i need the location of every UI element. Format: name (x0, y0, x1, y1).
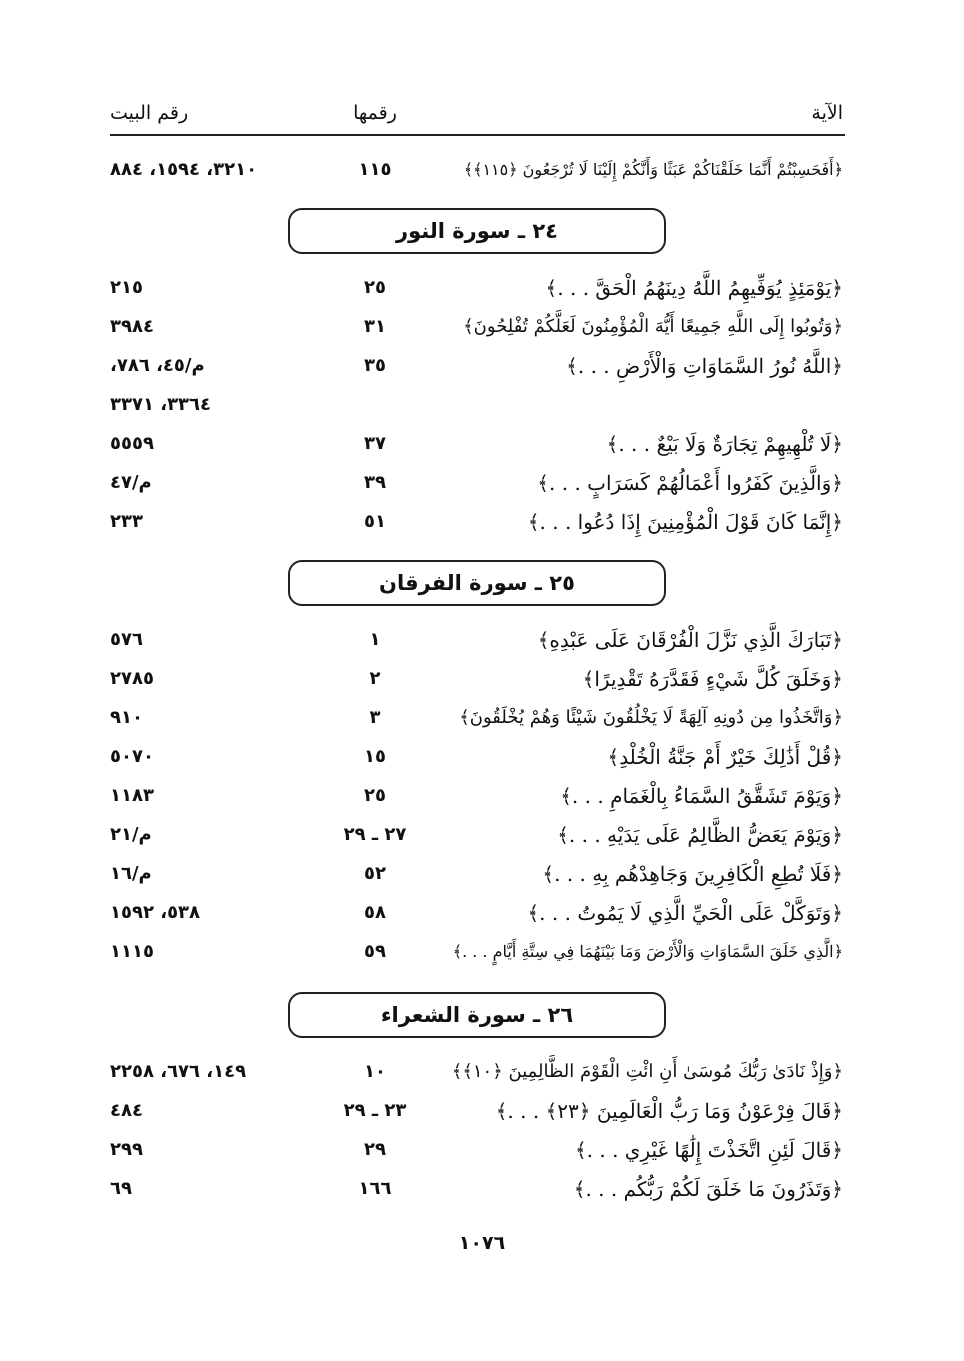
table-row (110, 1173, 845, 1205)
verse-refs: ٢١٥ (110, 277, 143, 298)
table-row (110, 624, 845, 656)
ayah-text: ﴿الَّذِي خَلَقَ السَّمَاوَاتِ وَالْأَرْضَ وَمَا بَيْنَهُمَا فِي سِتَّةِ أَيَّامٍ . . .﴾ (452, 942, 843, 961)
ayah-text: ﴿لَا تُلْهِيهِمْ تِجَارَةٌ وَلَا بَيْعٌ . . .﴾ (606, 432, 843, 456)
table-row (110, 389, 845, 421)
ayah-text: ﴿وَخَلَقَ كُلَّ شَيْءٍ فَقَدَّرَهُ تَقْدِيرًا﴾ (582, 667, 843, 691)
table-row (110, 936, 845, 968)
ayah-number: ٢٩ (364, 1139, 386, 1160)
verse-refs: ٣٩٨٤ (110, 316, 154, 337)
ayah-number: ٢٥ (364, 785, 386, 806)
ayah-text: ﴿إِنَّمَا كَانَ قَوْلَ الْمُؤْمِنِينَ إِذَا دُعُوا . . .﴾ (527, 510, 843, 534)
ayah-text: ﴿اللَّهُ نُورُ السَّمَاوَاتِ وَالْأَرْضِ . . .﴾ (566, 354, 843, 378)
ayah-text: ﴿تَبَارَكَ الَّذِي نَزَّلَ الْفُرْقَانَ عَلَى عَبْدِهِ﴾ (537, 628, 843, 652)
ayah-number: ٢ (369, 668, 381, 689)
ayah-number: ١٠ (364, 1061, 386, 1082)
table-row (110, 1095, 845, 1127)
table-row (110, 272, 845, 304)
ayah-text: ﴿يَوْمَئِذٍ يُوَفِّيهِمُ اللَّهُ دِينَهُمُ الْحَقَّ . . .﴾ (545, 276, 843, 300)
table-row (110, 780, 845, 812)
ayah-text: ﴿أَفَحَسِبْتُمْ أَنَّمَا خَلَقْنَاكُمْ عَبَثًا وَأَنَّكُمْ إِلَيْنَا لَا تُرْجَعُونَ ﴿١١٥﴾﴾ (463, 160, 843, 179)
verse-refs: ٦٩ (110, 1178, 132, 1199)
ayah-text: ﴿قَالَ لَئِنِ اتَّخَذْتَ إِلَٰهًا غَيْرِي . . .﴾ (574, 1138, 843, 1162)
ayah-number: ١٥ (364, 746, 386, 767)
table-row (110, 702, 845, 734)
ayah-text: ﴿وَتَوَكَّلْ عَلَى الْحَيِّ الَّذِي لَا يَمُوتُ . . .﴾ (527, 901, 843, 925)
table-row (110, 819, 845, 851)
verse-refs: م/١٦ (110, 863, 152, 884)
ayah-text: ﴿قَالَ فِرْعَوْنُ وَمَا رَبُّ الْعَالَمِينَ ﴿٢٣﴾ . . .﴾ (495, 1099, 843, 1123)
table-row (110, 506, 845, 538)
header-verse-number: رقم البيت (110, 102, 189, 124)
table-row (110, 154, 845, 186)
verse-refs: ٥٧٦ (110, 629, 143, 650)
ayah-text: ﴿وَإِذْ نَادَىٰ رَبُّكَ مُوسَىٰ أَنِ ائْتِ الْقَوْمَ الظَّالِمِينَ ﴿١٠﴾﴾ (451, 1061, 843, 1082)
ayah-number: ٣١ (364, 316, 386, 337)
verse-refs: ١٤٩، ٦٧٦، ٢٢٥٨ (110, 1061, 247, 1082)
ayah-number: ٣٥ (364, 355, 386, 376)
ayah-number: ٥٢ (364, 863, 386, 884)
surah-heading-nur: ٢٤ ـ سورة النور (288, 208, 666, 254)
verse-refs: ٤٨٤ (110, 1100, 143, 1121)
ayah-number: ١١٥ (358, 159, 392, 180)
verse-refs: ٢٩٩ (110, 1139, 143, 1160)
ayah-number: ٥١ (364, 511, 386, 532)
header-ayah-number: رقمها (353, 102, 397, 124)
page-number: ١٠٧٦ (458, 1232, 506, 1254)
ayah-number: ٢٥ (364, 277, 386, 298)
ayah-number: ١٦٦ (358, 1178, 392, 1199)
table-row (110, 311, 845, 343)
table-row (110, 897, 845, 929)
surah-heading-shuara: ٢٦ ـ سورة الشعراء (288, 992, 666, 1038)
table-row (110, 428, 845, 460)
verse-refs: م/٢١ (110, 824, 152, 845)
table-row (110, 467, 845, 499)
verse-refs: ٥٥٥٩ (110, 433, 154, 454)
table-row (110, 350, 845, 382)
ayah-number: ٢٣ ـ ٢٩ (343, 1100, 407, 1121)
header-rule (110, 134, 845, 136)
surah-heading-furqan: ٢٥ ـ سورة الفرقان (288, 560, 666, 606)
verse-refs: ١١١٥ (110, 941, 154, 962)
table-row (110, 1056, 845, 1088)
ayah-text: ﴿وَيَوْمَ يَعَضُّ الظَّالِمُ عَلَى يَدَيْهِ . . .﴾ (557, 823, 843, 847)
ayah-number: ٥٩ (364, 941, 386, 962)
verse-refs: ٥٣٨، ١٥٩٢ (110, 902, 201, 923)
ayah-number: ١ (369, 629, 381, 650)
ayah-number: ٥٨ (364, 902, 386, 923)
verse-refs: ٢٧٨٥ (110, 668, 154, 689)
table-row (110, 1134, 845, 1166)
verse-refs: ٩١٠ (110, 707, 143, 728)
ayah-text: ﴿وَاتَّخَذُوا مِن دُونِهِ آلِهَةً لَا يَخْلُقُونَ شَيْئًا وَهُمْ يُخْلَقُونَ﴾ (459, 707, 843, 728)
header-ayah: الآية (811, 102, 843, 124)
ayah-text: ﴿وَيَوْمَ تَشَقَّقُ السَّمَاءُ بِالْغَمَامِ . . .﴾ (560, 784, 843, 808)
table-header (110, 100, 845, 134)
ayah-text: ﴿وَتُوبُوا إِلَى اللَّهِ جَمِيعًا أَيُّهَ الْمُؤْمِنُونَ لَعَلَّكُمْ تُفْلِحُونَ﴾ (463, 316, 843, 337)
verse-refs: ٣٣٦٤، ٣٣٧١ (110, 394, 212, 415)
table-row (110, 663, 845, 695)
ayah-number: ٣٧ (364, 433, 386, 454)
verse-refs: ١١٨٣ (110, 785, 154, 806)
ayah-number: ٣ (369, 707, 381, 728)
table-row (110, 858, 845, 890)
verse-refs: م/٤٥، ٧٨٦، (110, 355, 205, 376)
verse-refs: م/٤٧ (110, 472, 152, 493)
ayah-number: ٣٩ (364, 472, 386, 493)
verse-refs: ٣٢١٠، ١٥٩٤، ٨٨٤ (110, 159, 258, 180)
verse-refs: ٥٠٧٠ (110, 746, 154, 767)
verse-refs: ٢٣٣ (110, 511, 143, 532)
table-row (110, 741, 845, 773)
ayah-number: ٢٧ ـ ٢٩ (343, 824, 407, 845)
ayah-text: ﴿وَالَّذِينَ كَفَرُوا أَعْمَالُهُمْ كَسَرَابٍ . . .﴾ (537, 471, 843, 495)
ayah-text: ﴿وَتَذَرُونَ مَا خَلَقَ لَكُمْ رَبُّكُم . . .﴾ (573, 1177, 843, 1201)
ayah-text: ﴿قُلْ أَذَٰلِكَ خَيْرٌ أَمْ جَنَّةُ الْخُلْدِ﴾ (607, 745, 843, 769)
ayah-text: ﴿فَلَا تُطِعِ الْكَافِرِينَ وَجَاهِدْهُم بِهِ . . .﴾ (542, 862, 843, 886)
